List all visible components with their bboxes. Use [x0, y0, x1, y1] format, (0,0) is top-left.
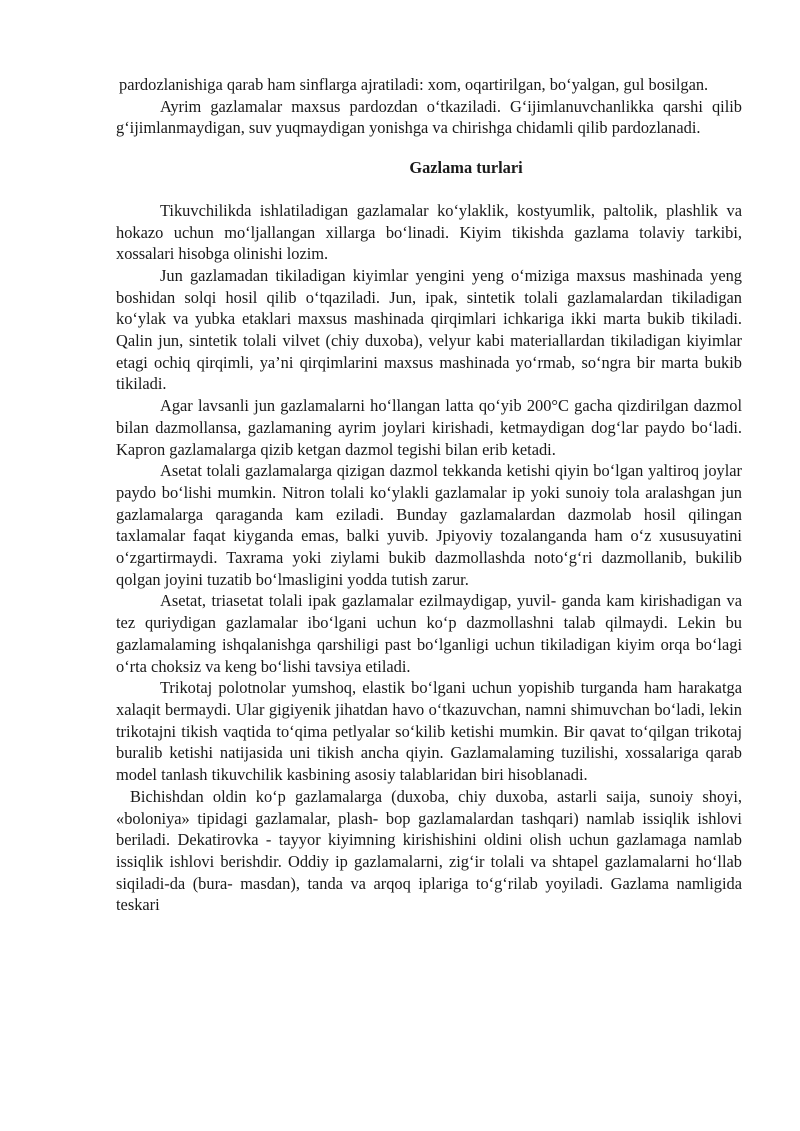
paragraph-1: Tikuvchilikda ishlatiladigan gazlamalar ko‘ylaklik, kostyumlik, paltolik, plashlik va hokazo uchun mo‘ljallangan xillarga bo‘linadi. Kiyim tikishda gazlama tolaviy tarkibi, xossalari hisobga olinishi lozim. — [116, 200, 742, 264]
paragraph-7: Bichishdan oldin ko‘p gazlamalarga (duxoba, chiy duxoba, astarli saija, sunoiy shoyi, «boloniya» tipidagi gazlamalar, plash- bop gazlamalardan tashqari) namlab issiqlik ishlovi beriladi. Dekatirovka - tayyor kiyimning kirishishini oldini olish uchun gazlamaga namlab issiqlik ishlovi berishdir. Oddiy ip gazlamalarni, zig‘ir tolali va shtapel gazlamalarni ho‘llab siqiladi-da (bura- masdan), tanda va arqoq iplariga to‘g‘rilab yoyiladi. Gazlama namligida teskari — [116, 786, 742, 915]
paragraph-finishing: Ayrim gazlamalar maxsus pardozdan o‘tkaziladi. G‘ijimlanuvchanlikka qarshi qilib g‘ijimlanmaydigan, suv yuqmaydigan yonishga va chirishga chidamli qilib pardozlanadi. — [116, 96, 742, 138]
paragraph-3: Agar lavsanli jun gazlamalarni ho‘llangan latta qo‘yib 200°C gacha qizdirilgan dazmol bilan dazmollansa, gazlamaning ayrim joylari kirishadi, ketmaydigan dog‘lar paydo bo‘ladi. Kapron gazlamalarga qizib ketgan dazmol tegishi bilan erib ketadi. — [116, 396, 742, 459]
section-heading: Gazlama turlari — [409, 158, 523, 178]
paragraph-6: Trikotaj polotnolar yumshoq, elastik bo‘lgani uchun yopishib turganda ham harakatga xalaqit bermaydi. Ular gigiyenik jihatdan havo o‘tkazuvchan, namni shimuvchan bo‘ladi, lekin trikotajni tikish vaqtida to‘qima petlyalar so‘kilib ketishi mumkin. Bir qavat to‘qilgan trikotaj buralib ketishi natijasida uni tikish ancha qiyin. Gazlamalaming tuzilishi, xossalariga qarab model tanlash tikuvchilik kasbining asosiy talablaridan biri hisoblanadi. — [116, 678, 742, 785]
paragraph-continuation: pardozlanishiga qarab ham sinflarga ajratiladi: xom, oqartirilgan, bo‘yalgan, gul bosilgan. — [119, 75, 709, 94]
paragraph-5: Asetat, triasetat tolali ipak gazlamalar ezilmaydigap, yuvil- ganda kam kirishadigan va tez quriydigan gazlamalar ibo‘lgani uchun ko‘p dazmollashni talab qilmaydi. Lekin bu gazlamalaming ishqalanishga qarshiligi past bo‘lganligi uchun tikiladigan kiyim orqa bo‘lagi o‘rta choksiz va keng bo‘lishi tavsiya etiladi. — [116, 591, 742, 676]
paragraph-2: Jun gazlamadan tikiladigan kiyimlar yengini yeng o‘miziga maxsus mashinada yeng boshidan solqi hosil qilib o‘tqaziladi. Jun, ipak, sintetik tolali gazlamalardan tikiladigan ko‘ylak va yubka etaklari maxsus mashinada qirqimlari ichkariga ikki marta bukib tikiladi. Qalin jun, sintetik tolali vilvet (chiy duxoba), velyur kabi materiallardan tikiladigan kiyimlar etagi ochiq qirqimli, ya’ni qirqimlarini maxsus mashinada yo‘rmab, so‘ngra bir marta bukib tikiladi. — [116, 265, 742, 394]
paragraph-4: Asetat tolali gazlamalarga qizigan dazmol tekkanda ketishi qiyin bo‘lgan yaltiroq joylar paydo bo‘lishi mumkin. Nitron tolali ko‘ylakli gazlamalar ip yoki sunoiy tola aralashgan jun gazlamalarga qaraganda kam eziladi. Bunday gazlamalardan dazmolab hosil qilingan taxlamalar faqat kiyganda emas, balki yuvib. Jpiyoviy tozalanganda ham o‘z xususuyatini o‘zgartirmaydi. Taxrama yoki ziylami bukib dazmollashda noto‘g‘ri dazmollanib, bukilib qolgan joyini tuzatib bo‘lmasligini yodda tutish zarur. — [116, 461, 742, 589]
